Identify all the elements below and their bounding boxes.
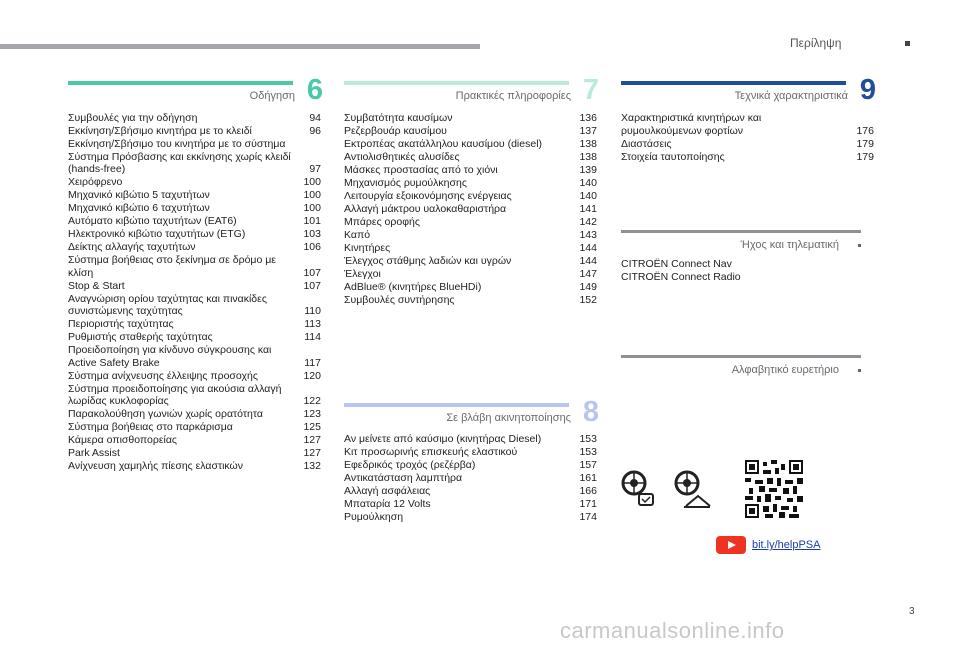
toc-entry[interactable]: [68, 125, 321, 138]
youtube-play-icon: [716, 536, 746, 554]
toc-entry-title: Καπό: [344, 229, 371, 241]
toc-entry[interactable]: [68, 228, 321, 241]
toc-entry[interactable]: [621, 112, 874, 137]
toc-entry-title: Αν μείνετε από καύσιμο (κινητήρας Diesel): [344, 433, 542, 445]
toc-entry-page: 122: [303, 395, 321, 407]
toc-entry-page: 142: [579, 216, 597, 228]
toc-entry-title: Εκτροπέας ακατάλληλου καυσίμου (diesel): [344, 138, 543, 150]
toc-entry-page: 107: [303, 279, 321, 292]
toc-entry[interactable]: [68, 331, 321, 344]
toc-entry[interactable]: [344, 485, 597, 498]
section-8-number: 8: [582, 396, 599, 428]
index-title: Αλφαβητικό ευρετήριο: [731, 364, 839, 376]
toc-entry[interactable]: [68, 189, 321, 202]
toc-entry-title: Λειτουργία εξοικονόμησης ενέργειας: [344, 190, 512, 202]
index-bar: [621, 355, 861, 358]
toc-entry-title: Ηλεκτρονικό κιβώτιο ταχυτήτων (ETG): [68, 228, 246, 240]
toc-entry-title: Μηχανικό κιβώτιο 5 ταχυτήτων: [68, 189, 210, 201]
toc-entry-title: Στοιχεία ταυτοποίησης: [621, 150, 725, 163]
toc-entry[interactable]: [68, 460, 321, 473]
toc-entry-page: 114: [304, 331, 321, 343]
audio-marker: [858, 244, 861, 247]
toc-entry-title: Ρεζερβουάρ καυσίμου: [344, 125, 447, 137]
audio-item-radio: CITROËN Connect Radio: [621, 270, 741, 283]
toc-entry[interactable]: [344, 294, 597, 307]
toc-entry[interactable]: [344, 472, 597, 485]
toc-entry[interactable]: [68, 241, 321, 254]
toc-entry-title: Έλεγχος στάθμης λαδιών και υγρών: [344, 255, 512, 267]
toc-entry-title: Εκκίνηση/Σβήσιμο κινητήρα με το κλειδί: [68, 125, 252, 137]
page-title: Περίληψη: [790, 36, 842, 50]
toc-entry-page: 127: [303, 434, 321, 446]
section-6-number: 6: [306, 74, 323, 106]
toc-entry[interactable]: [344, 190, 597, 203]
toc-entry-title: Αυτόματο κιβώτιο ταχυτήτων (EAT6): [68, 215, 237, 227]
wheel-tools-icon: [621, 470, 657, 515]
toc-entry-page: 174: [579, 511, 597, 523]
section-9-title: Τεχνικά χαρακτηριστικά: [734, 90, 848, 102]
index-header: [621, 355, 861, 379]
toc-entry[interactable]: [344, 511, 597, 524]
title-marker: [905, 41, 910, 46]
section-8-title: Σε βλάβη ακινητοποίησης: [446, 412, 571, 424]
toc-entry[interactable]: [344, 255, 597, 268]
toc-entry[interactable]: [68, 447, 321, 460]
toc-entry[interactable]: [344, 138, 597, 151]
page-number: 3: [909, 606, 915, 617]
section-7-number: 7: [582, 74, 599, 106]
toc-entry[interactable]: [344, 446, 597, 459]
toc-entry[interactable]: [621, 138, 874, 151]
toc-entry[interactable]: [68, 370, 321, 383]
toc-entry-title: Έλεγχοι: [344, 268, 381, 280]
section-9-bar: [621, 81, 846, 85]
toc-entry-title: Κινητήρες: [344, 242, 391, 254]
toc-entry-page: 161: [579, 472, 597, 484]
toc-entry-page: 171: [579, 498, 597, 510]
toc-entry-title: Αλλαγή ασφάλειας: [344, 485, 431, 497]
toc-entry[interactable]: [68, 383, 321, 408]
toc-entry[interactable]: [68, 421, 321, 434]
section-6-header: [68, 74, 323, 106]
toc-entry-title: Μάσκες προστασίας από το χιόνι: [344, 164, 498, 176]
toc-entry-title: Stop & Start: [68, 279, 125, 292]
toc-entry[interactable]: [68, 318, 321, 331]
toc-entry-title: Συμβατότητα καυσίμων: [344, 112, 453, 124]
toc-entry[interactable]: [344, 151, 597, 164]
section-6-title: Οδήγηση: [249, 90, 295, 102]
toc-entry-page: 103: [303, 228, 321, 240]
section-6-list: [68, 112, 321, 473]
toc-entry-page: 107: [303, 266, 321, 279]
toc-entry-page: 144: [579, 242, 597, 254]
toc-entry[interactable]: [344, 125, 597, 138]
toc-entry-page: 137: [579, 125, 597, 137]
toc-entry-title: Προειδοποίηση για κίνδυνο σύγκρουσης και Active Safety Brake: [68, 344, 272, 369]
toc-entry-page: 136: [579, 112, 597, 124]
qr-code-icon: [745, 460, 803, 523]
toc-entry[interactable]: [68, 254, 321, 279]
toc-entry-page: 153: [579, 446, 597, 458]
toc-entry-page: 140: [579, 190, 597, 202]
toc-entry-title: Σύστημα βοήθειας στο ξεκίνημα σε δρόμο με κλίση: [68, 254, 276, 279]
toc-entry[interactable]: [344, 281, 597, 294]
toc-entry[interactable]: [344, 203, 597, 216]
section-7-title: Πρακτικές πληροφορίες: [455, 90, 571, 102]
toc-entry-title: Αντικατάσταση λαμπτήρα: [344, 472, 463, 484]
toc-entry-title: Χαρακτηριστικά κινητήρων και ρυμουλκούμενων φορτίων: [621, 112, 762, 137]
toc-entry-page: 152: [579, 294, 597, 306]
toc-entry-page: 94: [309, 112, 321, 124]
toc-entry-page: 147: [579, 268, 597, 280]
toc-entry[interactable]: [68, 434, 321, 447]
section-9-number: 9: [859, 74, 876, 106]
toc-entry-title: Αλλαγή μάκτρου υαλοκαθαριστήρα: [344, 203, 507, 215]
toc-entry-page: 127: [303, 447, 321, 459]
toc-entry-title: Κάμερα οπισθοπορείας: [68, 434, 177, 446]
toc-entry-title: Σύστημα προειδοποίησης για ακούσια αλλαγή λωρίδας κυκλοφορίας: [68, 382, 282, 407]
watermark-text: carmanualsonline.info: [560, 618, 785, 643]
toc-entry-title: Μπαταρία 12 Volts: [344, 498, 431, 510]
toc-entry[interactable]: [344, 433, 597, 446]
toc-entry[interactable]: [344, 229, 597, 242]
toc-entry[interactable]: [344, 216, 597, 229]
toc-entry-title: Διαστάσεις: [621, 137, 672, 150]
help-link[interactable]: [716, 536, 820, 554]
help-link-text[interactable]: bit.ly/helpPSA: [752, 539, 821, 551]
toc-entry[interactable]: [344, 459, 597, 472]
toc-entry-title: Κιτ προσωρινής επισκευής ελαστικού: [344, 446, 518, 458]
toc-entry-page: 139: [579, 164, 597, 176]
toc-entry-title: Σύστημα ανίχνευσης έλλειψης προσοχής: [68, 369, 258, 382]
toc-entry[interactable]: [68, 138, 321, 176]
toc-entry-page: 143: [579, 229, 597, 241]
section-9-header: [621, 74, 876, 106]
toc-entry[interactable]: [68, 280, 321, 293]
toc-entry-title: Park Assist: [68, 447, 120, 459]
toc-entry-page: 179: [856, 137, 874, 150]
audio-title: Ήχος και τηλεματική: [740, 239, 839, 251]
toc-entry[interactable]: [344, 112, 597, 125]
toc-entry-title: Σύστημα βοήθειας στο παρκάρισμα: [68, 421, 233, 433]
audio-item-nav: CITROËN Connect Nav: [621, 258, 732, 270]
toc-entry-page: 166: [579, 485, 597, 497]
toc-entry-page: 157: [579, 459, 597, 471]
toc-entry-page: 100: [303, 202, 321, 214]
section-8-header: [344, 396, 599, 428]
section-8-bar: [344, 403, 569, 407]
toc-entry-page: 179: [856, 150, 874, 163]
index-marker: [858, 369, 861, 372]
toc-entry-title: Συμβουλές συντήρησης: [344, 294, 455, 306]
audio-header: [621, 230, 861, 254]
toc-entry-page: 153: [579, 433, 597, 445]
toc-entry[interactable]: [344, 268, 597, 281]
toc-entry-page: 138: [579, 138, 597, 150]
toc-entry-title: Ρυθμιστής σταθερής ταχύτητας: [68, 331, 213, 343]
toc-entry-page: 132: [303, 460, 321, 472]
toc-entry[interactable]: [344, 164, 597, 177]
toc-entry-page: 101: [303, 215, 321, 227]
section-7-bar: [344, 81, 569, 85]
toc-entry-title: Εφεδρικός τροχός (ρεζέρβα): [344, 459, 476, 471]
toc-entry-page: 141: [579, 203, 597, 215]
toc-entry-title: Χειρόφρενο: [68, 176, 123, 188]
toc-entry-page: 149: [579, 281, 597, 293]
toc-entry-title: Μπάρες οροφής: [344, 216, 420, 228]
toc-entry-title: Συμβουλές για την οδήγηση: [68, 112, 198, 124]
toc-entry-title: Ρυμούλκηση: [344, 511, 404, 523]
toc-entry-title: Παρακολούθηση γωνιών χωρίς ορατότητα: [68, 408, 263, 420]
toc-entry-title: Αντιολισθητικές αλυσίδες: [344, 151, 460, 163]
section-9-list: [621, 112, 874, 164]
toc-entry[interactable]: [68, 408, 321, 421]
toc-entry-page: 140: [579, 177, 597, 189]
audio-list: [621, 258, 861, 283]
toc-entry-title: Αναγνώριση ορίου ταχύτητας και πινακίδες συνιστώμενης ταχύτητας: [68, 292, 267, 317]
toc-entry-page: 110: [304, 305, 321, 317]
toc-entry-page: 106: [303, 241, 321, 253]
toc-entry-page: 100: [303, 176, 321, 188]
section-7-list: [344, 112, 597, 307]
toc-entry-page: 125: [303, 421, 321, 433]
toc-entry[interactable]: [68, 344, 321, 369]
toc-entry[interactable]: [68, 112, 321, 125]
toc-entry[interactable]: [68, 176, 321, 189]
wheel-jack-icon: [672, 470, 712, 515]
toc-entry[interactable]: [68, 215, 321, 228]
toc-entry-title: Μηχανισμός ρυμούλκησης: [344, 177, 467, 189]
toc-entry[interactable]: [68, 202, 321, 215]
toc-entry-title: AdBlue® (κινητήρες BlueHDi): [344, 281, 482, 293]
toc-entry-title: Εκκίνηση/Σβήσιμο του κινητήρα με το σύστημα Σύστημα Πρόσβασης και εκκίνησης χωρίς κλειδί (hands-free): [68, 138, 291, 175]
top-bar: [0, 44, 480, 49]
toc-entry-page: 144: [579, 255, 597, 267]
toc-entry[interactable]: [621, 151, 874, 164]
toc-entry-title: Μηχανικό κιβώτιο 6 ταχυτήτων: [68, 202, 210, 214]
toc-entry-page: 120: [303, 369, 321, 382]
toc-entry-page: 117: [304, 356, 321, 369]
section-8-list: [344, 433, 597, 524]
toc-entry[interactable]: [344, 177, 597, 190]
toc-entry-title: Περιοριστής ταχύτητας: [68, 318, 174, 330]
toc-entry-title: Δείκτης αλλαγής ταχυτήτων: [68, 241, 196, 253]
toc-entry-page: 123: [303, 408, 321, 420]
section-6-bar: [68, 81, 293, 85]
toc-entry-page: 176: [856, 124, 874, 137]
toc-entry[interactable]: [68, 293, 321, 318]
toc-entry-title: Ανίχνευση χαμηλής πίεσης ελαστικών: [68, 460, 244, 472]
toc-entry-page: 96: [309, 125, 321, 137]
toc-entry-page: 113: [304, 318, 321, 330]
audio-bar: [621, 230, 861, 233]
toc-entry[interactable]: [344, 498, 597, 511]
toc-entry-page: 97: [309, 163, 321, 175]
toc-entry-page: 138: [579, 151, 597, 163]
section-7-header: [344, 74, 599, 106]
toc-entry-page: 100: [303, 189, 321, 201]
toc-entry[interactable]: [344, 242, 597, 255]
